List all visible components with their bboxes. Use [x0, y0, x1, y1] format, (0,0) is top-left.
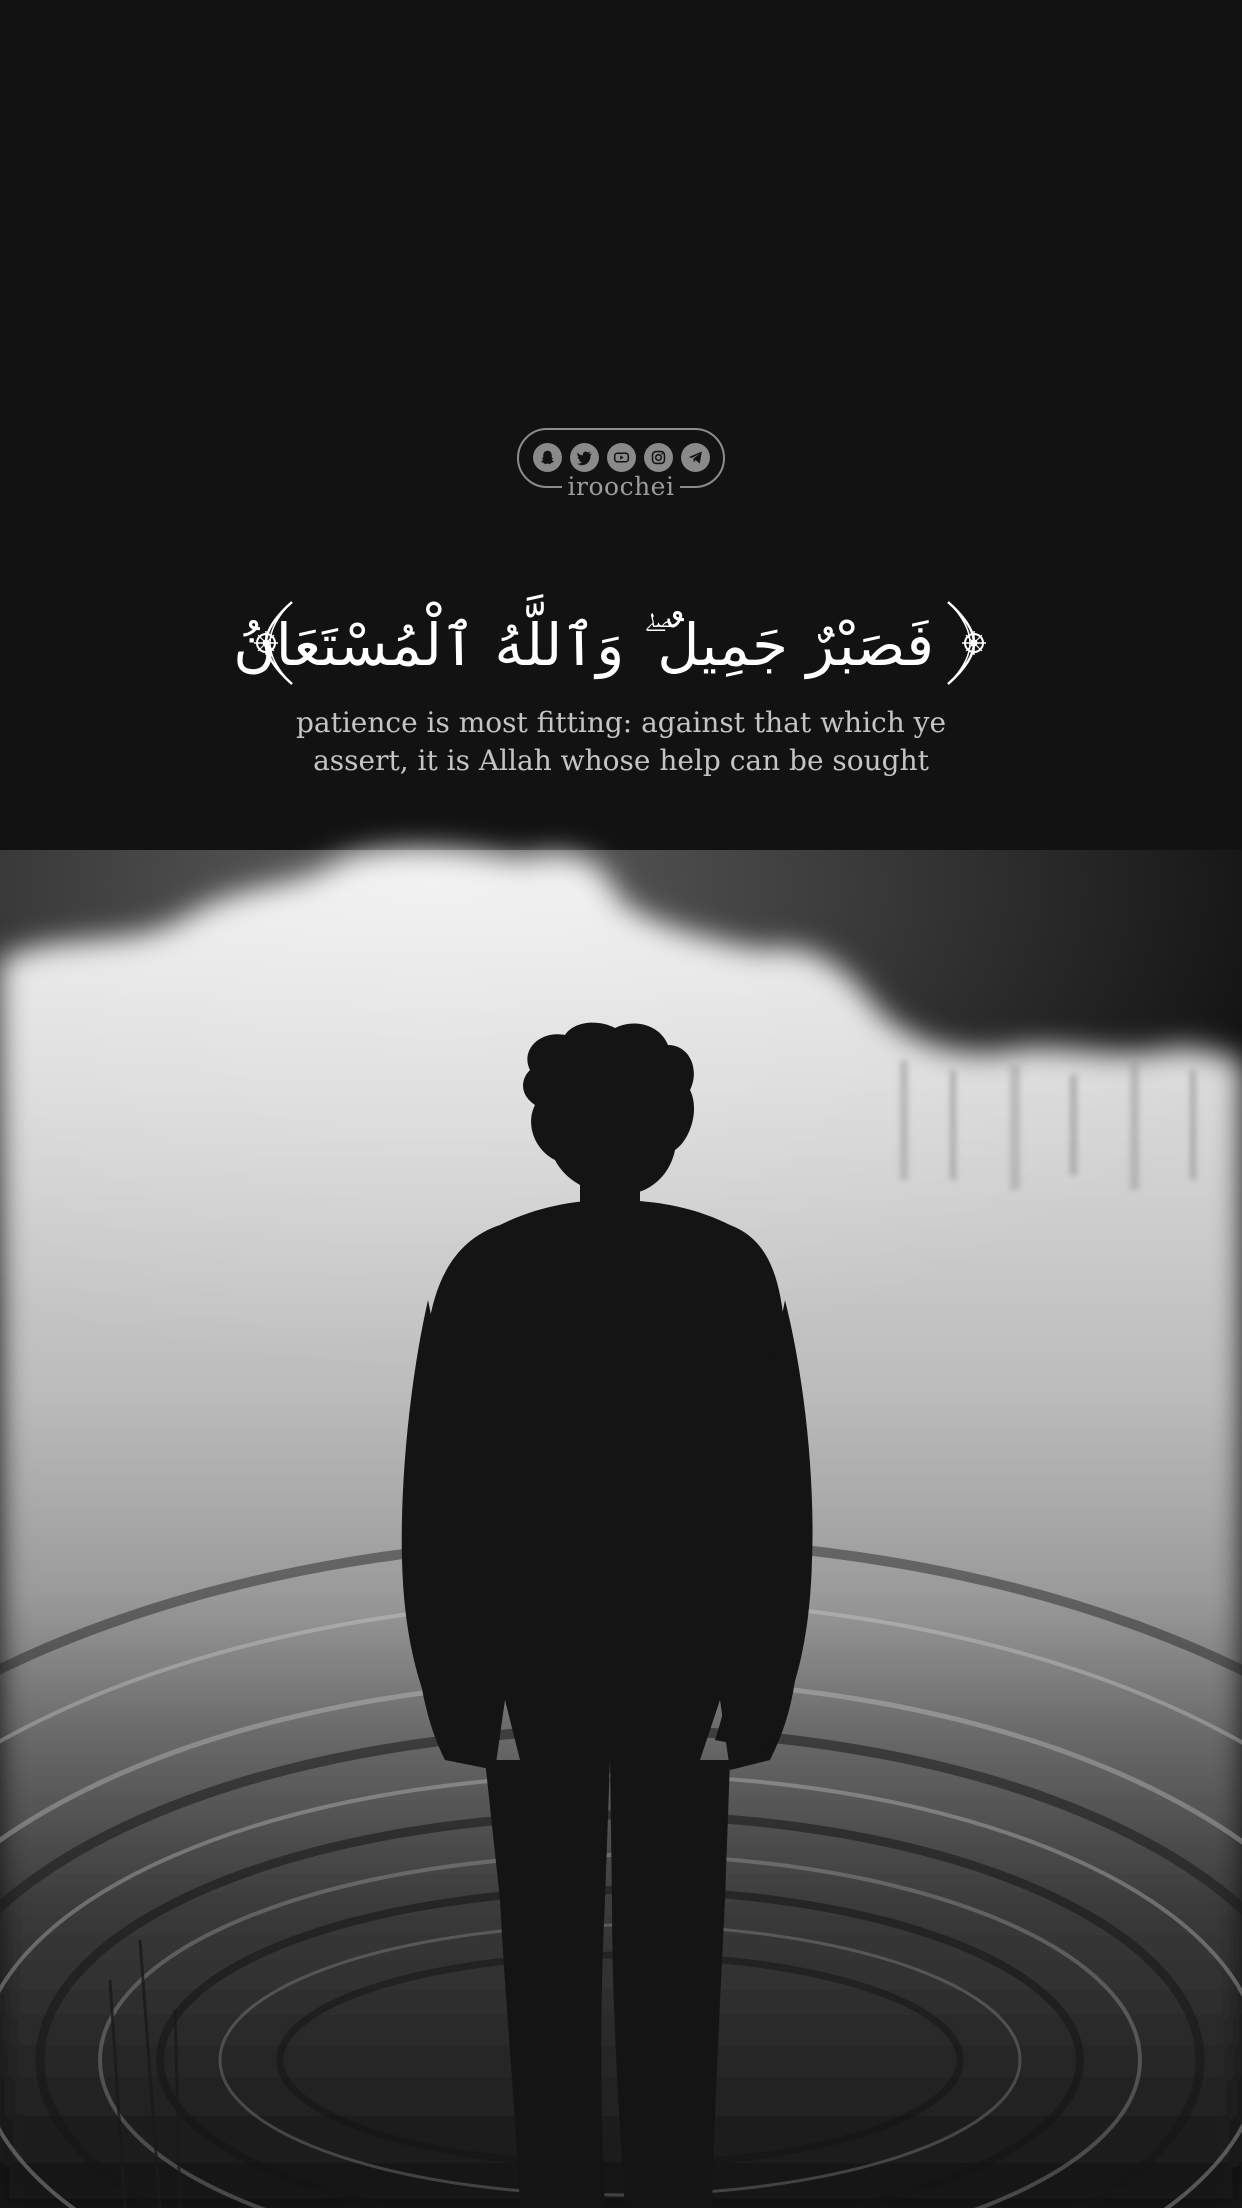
watermark-handle-wrap: [517, 472, 725, 506]
verse-row: [233, 590, 1000, 700]
telegram-icon[interactable]: [681, 443, 710, 472]
ornate-bracket-right-icon: [940, 598, 988, 688]
snapchat-icon[interactable]: [533, 443, 562, 472]
verse-translation: [280, 704, 962, 780]
instagram-icon[interactable]: [644, 443, 673, 472]
social-icons-row: [519, 443, 723, 472]
translation-line-1: patience is most fitting: against that which ye: [295, 706, 947, 739]
watermark-handle: iroochei: [562, 472, 681, 502]
youtube-icon[interactable]: [607, 443, 636, 472]
translation-line-2: assert, it is Allah whose help can be sought: [313, 744, 929, 777]
verse-arabic: فَصَبْرٌ جَمِيلٌ ۖ وَٱللَّهُ ٱلْمُسْتَعَانُ: [233, 611, 934, 679]
twitter-icon[interactable]: [570, 443, 599, 472]
